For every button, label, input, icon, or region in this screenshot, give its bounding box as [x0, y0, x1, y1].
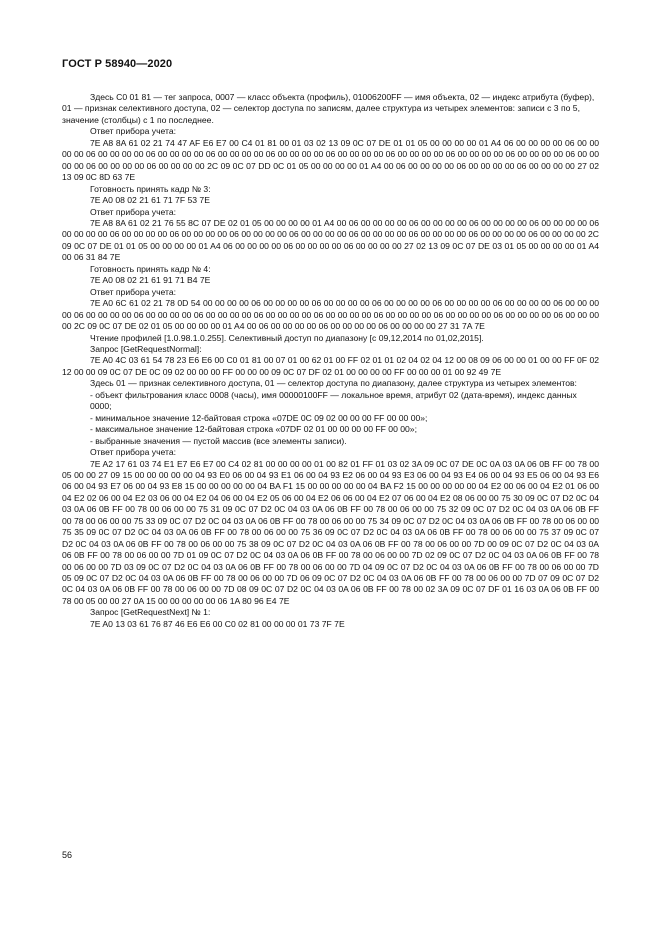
paragraph: Запрос [GetRequestNormal]:: [90, 343, 202, 354]
list-item: - минимальное значение 12-байтовая строка «07DE 0C 09 02 00 00 00 FF 00 00 00»;: [90, 412, 428, 423]
hex-frame: 7E A8 8A 61 02 21 74 47 AF E6 E7 00 C4 01 81 00 01 03 02 13 09 0C 07 DE 01 01 05 00 00 00 00 01 A4 06 00 00 00 00 06 00 00 00 00 06 00 00 00 00 06 00 00 00 00 06 00 00 00 00 06 00 00 00 00 06 00 00 00 00 06 00 00 00 00 06 00 00 00 00 06 00 00 00 00 06 00 00 00 00 06 00 00 00 00 06 00 00 00 00 2C 09 0C 07 DD 0C 01 05 00 00 00 00 01 A4 00 06 00 00 00 00 06 00 00 00 00 06 00 00 00 00 27 02 13 09 0C 8D 63 7E: [62, 137, 599, 183]
list-item: - выбранные значения — пустой массив (все элементы записи).: [90, 435, 347, 446]
hex-frame: 7E A0 6C 61 02 21 78 0D 54 00 00 00 00 06 00 00 00 00 06 00 00 00 00 06 00 00 00 00 06 00 00 00 00 06 00 00 00 00 06 00 00 00 00 06 00 00 00 00 06 00 00 00 00 06 00 00 00 00 06 00 00 00 00 06 00 00 00 00 06 00 00 00 00 06 00 00 00 00 06 00 00 00 00 06 00 00 00 00 2C 09 0C 07 DE 02 01 05 00 00 00 00 01 A4 00 06 00 00 00 00 06 00 00 00 00 06 00 00 00 00 27 31 7A 7E: [62, 298, 599, 332]
paragraph: Готовность принять кадр № 4:: [90, 263, 211, 274]
hex-frame: 7E A8 8A 61 02 21 76 55 8C 07 DE 02 01 05 00 00 00 00 01 A4 00 06 00 00 00 00 06 00 00 00 00 06 00 00 00 00 06 00 00 00 00 06 00 00 00 00 06 00 00 00 00 06 00 00 00 00 06 00 00 00 00 06 00 00 00 00 06 00 00 00 00 06 00 00 00 00 06 00 00 00 00 06 00 00 00 00 2C 09 0C 07 DE 01 01 05 00 00 00 00 01 A4 06 00 00 00 00 06 00 00 00 00 06 00 00 00 00 27 02 13 09 0C 07 DE 03 01 05 00 00 00 00 01 A4 00 06 31 84 7E: [62, 217, 599, 263]
paragraph: 7E A0 08 02 21 61 91 71 B4 7E: [90, 275, 211, 286]
list-item: - объект фильтрования класс 0008 (часы), имя 00000100FF — локальное время, атрибут 02 (дата-время), индекс данных 0000;: [90, 389, 577, 412]
list-item: - максимальное значение 12-байтовая строка «07DF 02 01 00 00 00 00 FF 00 00»;: [90, 424, 417, 435]
paragraph: Запрос [GetRequestNext] № 1:: [90, 607, 211, 618]
document-header: ГОСТ Р 58940—2020: [62, 58, 173, 70]
paragraph: 7E A0 13 03 61 76 87 46 E6 E6 00 C0 02 81 00 00 00 01 73 7F 7E: [90, 618, 345, 629]
paragraph: Здесь 01 — признак селективного доступа, 01 — селектор доступа по диапазону, далее структура из четырех элементов:: [90, 378, 577, 389]
paragraph: Ответ прибора учета:: [90, 126, 177, 137]
paragraph: Ответ прибора учета:: [90, 447, 177, 458]
hex-frame: 7E A0 4C 03 61 54 78 23 E6 E6 00 C0 01 81 00 07 01 00 62 01 00 FF 02 01 01 02 04 02 04 12 00 08 09 06 00 00 01 00 00 FF 0F 02 12 00 00 09 0C 07 DE 0C 09 02 00 00 00 FF 00 00 00 09 0C 07 DF 02 01 00 00 00 00 FF 00 00 00 01 00 92 49 7E: [62, 355, 599, 377]
page-number: 56: [62, 850, 73, 860]
paragraph: Ответ прибора учета:: [90, 286, 177, 297]
paragraph: Чтение профилей [1.0.98.1.0.255]. Селективный доступ по диапазону [с 09,12,2014 по 01,02,2015].: [90, 332, 484, 343]
paragraph: Готовность принять кадр № 3:: [90, 183, 211, 194]
paragraph: Здесь C0 01 81 — тег запроса, 0007 — класс объекта (профиль), 01006200FF — имя объекта, 02 — индекс атрибута (буфер), 01 — признак селективного доступа, 02 — селектор доступа по записям, далее структура из четырех элементов: записи с 3 по 5, значение (столбцы) с 1 по последнее.: [62, 92, 595, 125]
hex-frame: 7E A2 17 61 03 74 E1 E7 E6 E7 00 C4 02 81 00 00 00 00 01 00 82 01 FF 01 03 02 3A 09 0C 07 DE 0C 0A 03 0A 06 0B FF 00 78 00 05 00 00 27 09 15 00 00 00 00 00 04 93 E0 06 00 04 93 E1 06 00 04 93 E2 06 00 04 93 E3 06 00 04 93 E4 06 00 04 93 E5 06 00 04 93 E6 06 00 04 93 E7 06 00 04 93 E8 15 00 00 00 00 00 04 BA F1 15 00 00 00 00 00 04 BA F2 15 00 00 00 00 00 04 E2 00 06 00 04 E2 01 06 00 04 E2 02 06 00 04 E2 03 06 00 04 E2 04 06 00 04 E2 05 06 00 04 E2 06 06 00 04 E2 07 06 00 04 E2 08 06 00 00 75 30 09 0C 07 D2 0C 04 03 0A 06 0B FF 00 78 00 06 00 00 75 31 09 0C 07 D2 0C 04 03 0A 06 0B FF 00 78 00 06 00 00 75 32 09 0C 07 D2 0C 04 03 0A 06 0B FF 00 78 00 06 00 00 75 33 09 0C 07 D2 0C 04 03 0A 06 0B FF 00 78 00 06 00 00 75 34 09 0C 07 D2 0C 04 03 0A 06 0B FF 00 78 00 06 00 00 75 35 09 0C 07 D2 0C 04 03 0A 06 0B FF 00 78 00 06 00 00 75 36 09 0C 07 D2 0C 04 03 0A 06 0B FF 00 78 00 06 00 00 75 37 09 0C 07 D2 0C 04 03 0A 06 0B FF 00 78 00 06 00 00 75 38 09 0C 07 D2 0C 04 03 0A 06 0B FF 00 78 00 06 00 00 7D 00 09 0C 07 D2 0C 04 03 0A 06 0B FF 00 78 00 06 00 00 7D 01 09 0C 07 D2 0C 04 03 0A 06 0B FF 00 78 00 06 00 00 7D 02 09 0C 07 D2 0C 04 03 0A 06 0B FF 00 78 00 06 00 00 7D 03 09 0C 07 D2 0C 04 03 0A 06 0B FF 00 78 00 06 00 00 7D 04 09 0C 07 D2 0C 04 03 0A 06 0B FF 00 78 00 06 00 00 7D 05 09 0C 07 D2 0C 04 03 0A 06 0B FF 00 78 00 06 00 00 7D 06 09 0C 07 D2 0C 04 03 0A 06 0B FF 00 78 00 06 00 00 7D 07 09 0C 07 D2 0C 04 03 0A 06 0B FF 00 78 00 06 00 00 7D 08 09 0C 07 D2 0C 04 03 0A 06 0B FF 00 78 00 02 3A 09 0C 07 DF 01 16 03 0A 06 0B FF 00 78 00 05 00 00 27 0A 15 00 00 00 00 00 06 1A 80 96 E4 7E: [62, 458, 599, 606]
paragraph: 7E A0 08 02 21 61 71 7F 53 7E: [90, 195, 210, 206]
paragraph: Ответ прибора учета:: [90, 206, 177, 217]
document-body: [62, 92, 599, 630]
